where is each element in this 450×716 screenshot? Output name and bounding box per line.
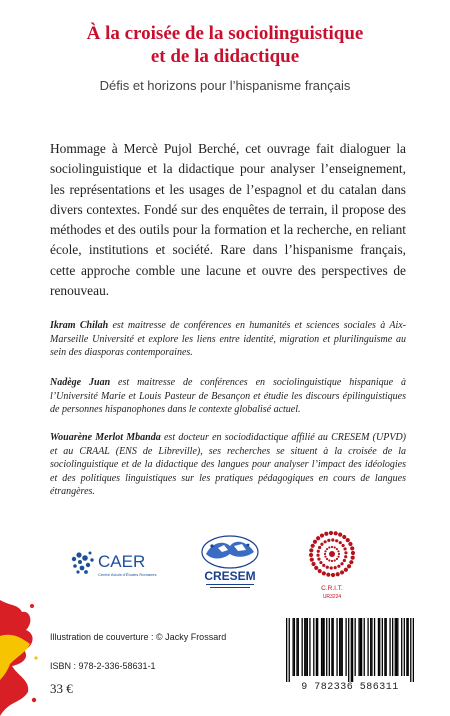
author-name: Nadège Juan [50, 377, 111, 388]
crit-label: C.R.I.T. [321, 585, 343, 592]
crit-rosette-icon [309, 531, 355, 577]
author-name: Ikram Chilah [50, 320, 109, 331]
cresem-logo [190, 528, 270, 598]
cover-illustration-credit: Illustration de couverture : © Jacky Frossard [50, 632, 227, 642]
cresem-map-icon [202, 536, 258, 568]
author-bio-juan [50, 376, 406, 417]
caer-dots-icon [72, 552, 94, 574]
author-bio-text: est maitresse de conférences en sociolinguistique hispanique à l’Université Marie et Louis Pasteur de Besançon et étudie les discours épilinguistiques de personnes hispanophones dans le contexte globalisé actuel. [50, 377, 406, 415]
cresem-label: CRESEM [204, 569, 256, 583]
barcode-digits: 9 782336 586311 [301, 682, 399, 693]
book-title [0, 22, 450, 68]
barcode [280, 614, 420, 698]
barcode-bars-icon [286, 618, 414, 682]
author-bio-text: est docteur en sociodidactique affilié au CRESEM (UPVD) et au CRAAL (ENS de Libreville), ses recherches se situent à la croisée de la sociolinguistique et de la didactique des langues pour analyser l’impact des idéologies et des politiques linguistiques sur les pratiques pédagogiques en cours de langues étrangères. [50, 432, 407, 497]
crit-logo [302, 528, 362, 600]
author-bio-mbanda [50, 431, 406, 499]
summary-paragraph: Hommage à Mercè Pujol Berché, cet ouvrage fait dialoguer la sociolinguistique et la didactique pour analyser l’enseignement, les représentations et les usages de l’espagnol et du catalan dans divers contextes. Fondé sur des enquêtes de terrain, il propose des méthodes et des outils pour la formation et la recherche, en reliant école, institutions et société. Rare dans l’hispanisme français, cette approche comble une lacune et ouvre des perspectives de renouveau. [50, 141, 406, 299]
author-bio-text: est maitresse de conférences en humanités et sciences sociales à Aix-Marseille Université et explore les liens entre identité, migration et plurilinguisme au sein des diasporas contemporaines. [50, 320, 406, 358]
title-line-1: À la croisée de la sociolinguistique [86, 23, 364, 44]
author-name: Wouarène Merlot Mbanda [50, 432, 161, 443]
caer-logo [68, 545, 168, 585]
caer-sublabel: Centre Aixois d’Études Romanes [98, 572, 157, 577]
caer-label: CAER [98, 552, 146, 571]
author-bio-chilah [50, 319, 406, 360]
book-subtitle: Défis et horizons pour l’hispanisme français [99, 78, 351, 93]
isbn-text: ISBN : 978-2-336-58631-1 [50, 661, 156, 671]
price-text: 33 € [50, 681, 73, 696]
spain-flag-splash-icon [0, 600, 40, 716]
crit-sublabel: UR3224 [322, 594, 342, 600]
title-line-2: et de la didactique [150, 46, 300, 67]
